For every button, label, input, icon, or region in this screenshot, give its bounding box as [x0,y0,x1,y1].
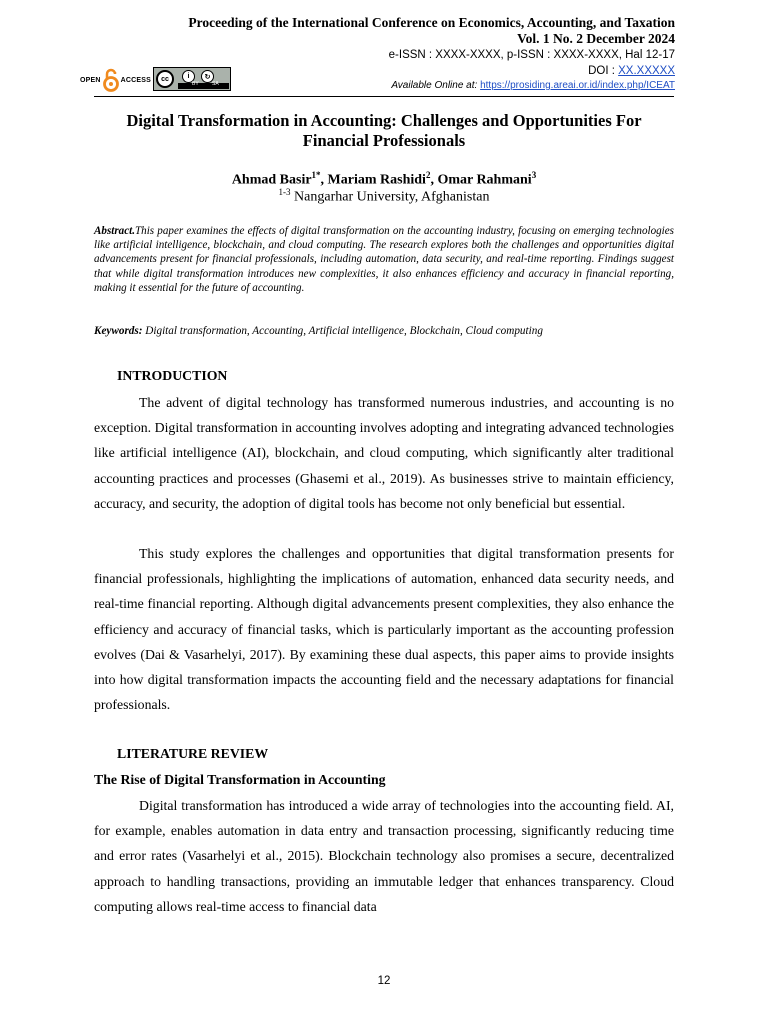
keywords [94,324,674,338]
author-name: Ahmad Basir [231,172,312,188]
author-superscript: 2 [425,170,431,180]
journal-url-link[interactable]: https://prosiding.areai.or.id/index.php/ICEAT [480,80,675,91]
paragraph: This study explores the challenges and opportunities that digital transformation presents for financial professionals, highlighting the implications of automation, enhanced data security needs, and real-time financial reporting. Although digital advancements present complexities, they also enhance the efficiency and accuracy of financial tasks, which is particularly important as the accounting profession evolves (Dai & Vasarhelyi, 2017). By examining these dual aspects, this paper aims to provide insights into how digital transformation impacts the accounting field and the necessary adaptations for financial professionals. [94,546,674,713]
attribution-icon: i [182,70,195,83]
journal-volume: Vol. 1 No. 2 December 2024 [517,31,675,46]
author-separator: , [430,172,438,188]
subsection-heading: The Rise of Digital Transformation in Accounting [94,772,386,787]
open-access-logo [80,66,151,94]
section-heading-literature-review: LITERATURE REVIEW [117,746,269,761]
license-strip [178,83,229,89]
abstract-label: Abstract. [94,225,135,237]
affiliation [94,184,674,206]
cc-by-sa-license-badge[interactable] [153,67,231,91]
header-divider [94,96,674,97]
sa-label: SA [212,81,219,87]
paragraph: The advent of digital technology has transformed numerous industries, and accounting is no exception. Digital transformation in accounting involves adopting and integrating advanced technologies like artificial intelligence (AI), blockchain, and cloud computing, which significantly alter traditional accounting practices and processes (Ghasemi et al., 2019). As businesses strive to maintain efficiency, accuracy, and security, the adoption of digital tools has become not only beneficial but essential. [94,395,674,511]
open-access-open-text: OPEN [80,76,101,84]
author-name: Omar Rahmani [437,172,532,188]
abstract [94,224,674,295]
author-name: Mariam Rashidi [327,172,426,188]
doi-label: DOI : [588,65,615,77]
keywords-text: Digital transformation, Accounting, Artificial intelligence, Blockchain, Cloud computing [145,325,543,337]
cc-icon: cc [156,70,174,88]
section-heading-introduction: INTRODUCTION [117,368,228,383]
by-label: BY [192,81,199,87]
author-superscript: 3 [531,170,537,180]
abstract-text: This paper examines the effects of digital transformation on the accounting industry, focusing on emerging technologies like artificial intelligence, blockchain, and cloud computing. The research explores both the challenges and opportunities digital advancements present for financial professionals, including automation, data security, and real-time reporting. Findings suggest that while digital transformation introduces new complexities, it also enhances efficiency and accuracy in financial reporting, making it essential for the future of accounting. [94,225,674,294]
author-separator: , [320,172,328,188]
journal-issn: e-ISSN : XXXX-XXXX, p-ISSN : XXXX-XXXX, Hal 12-17 [388,49,675,61]
available-label: Available Online at: [391,80,478,91]
journal-title: Proceeding of the International Conference on Economics, Accounting, and Taxation [188,15,675,30]
affiliation-superscript: 1-3 [278,187,291,197]
share-alike-icon: ↻ [201,70,214,83]
page-number: 12 [377,975,391,987]
keywords-label: Keywords: [94,325,143,337]
author-superscript: 1* [311,170,321,180]
paragraph: Digital transformation has introduced a wide array of technologies into the accounting field. AI, for example, enables automation in data entry and transaction processing, significantly reducing time and error rates (Vasarhelyi et al., 2015). Blockchain technology also promises a secure, decentralized approach to handling transactions, providing an immutable ledger that enhances transparency. Cloud computing allows real-time access to financial data [94,798,674,914]
doi-link[interactable]: XX.XXXXX [618,65,675,77]
affiliation-text: Nangarhar University, Afghanistan [294,189,490,205]
article-title: Digital Transformation in Accounting: Challenges and Opportunities For Financial Professionals [126,111,642,150]
open-access-access-text: ACCESS [120,76,152,84]
open-lock-icon [102,68,120,92]
